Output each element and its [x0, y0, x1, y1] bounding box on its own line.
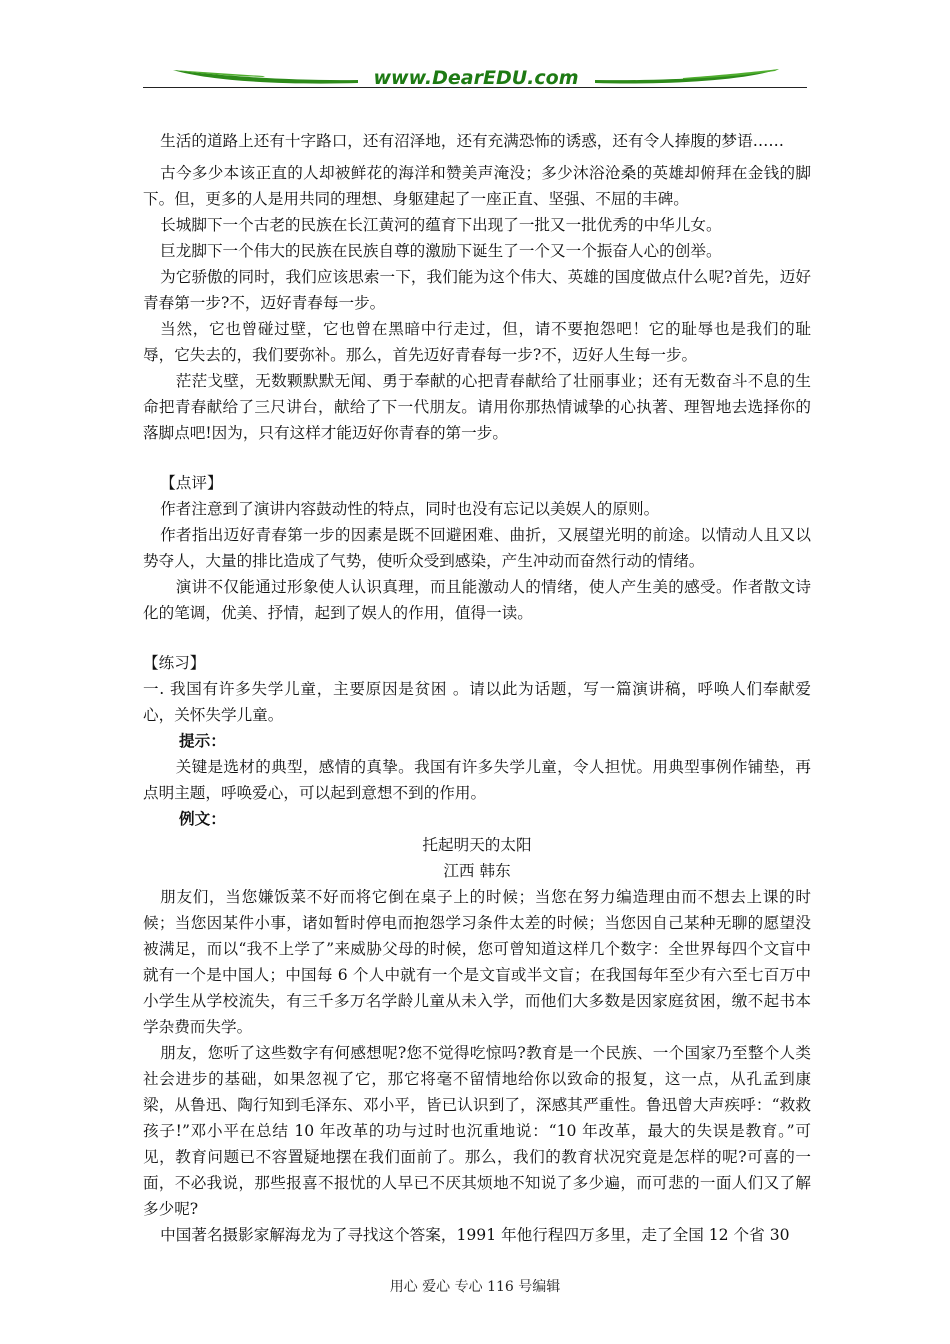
body-paragraph: 茫茫戈壁，无数颗默默无闻、勇于奉献的心把青春献给了壮丽事业；还有无数奋斗不息的生命把青春献给了三尺讲台，献给了下一代朋友。请用你那热情诚挚的心执著、理智地去选择你的落脚点吧!因为，只有这样才能迈好你青春的第一步。	[143, 372, 811, 442]
logo-text: www.DearEDU.com	[373, 67, 579, 89]
example-title: 托起明天的太阳	[422, 836, 532, 854]
comment-paragraph: 演讲不仅能通过形象使人认识真理，而且能激动人的情绪，使人产生美的感受。作者散文诗化的笔调，优美、抒情，起到了娱人的作用，值得一读。	[143, 578, 811, 622]
example-paragraph: 朋友，您听了这些数字有何感想呢?您不觉得吃惊吗?教育是一个民族、一个国家乃至整个人类社会进步的基础，如果忽视了它，那它将毫不留情地给你以致命的报复，这一点，从孔孟到康梁，从鲁迅、陶行知到毛泽东、邓小平，皆已认识到了，深感其严重性。鲁迅曾大声疾呼：“救救孩子!”邓小平在总结 10 年改革的功与过时也沉重地说：“10 年改革，最大的失误是教育。”可见，教育问题已不容置疑地摆在我们面前了。那么，我们的教育状况究竟是怎样的呢?可喜的一面，不必我说，那些报喜不报忧的人早已不厌其烦地不知说了多少遍，而可悲的一面人们又了解多少呢?	[143, 1044, 811, 1218]
comment-paragraph: 作者注意到了演讲内容鼓动性的特点，同时也没有忘记以美娱人的原则。	[160, 500, 660, 518]
body-paragraph: 生活的道路上还有十字路口，还有沼泽地，还有充满恐怖的诱惑，还有令人捧腹的梦语……	[160, 132, 784, 150]
example-paragraph: 中国著名摄影家解海龙为了寻找这个答案，1991 年他行程四万多里，走了全国 12 个省 30	[160, 1226, 790, 1244]
header-rule	[143, 87, 807, 88]
hint-label: 提示：	[179, 731, 226, 750]
exercise-heading: 【练习】	[143, 654, 206, 672]
example-author: 江西 韩东	[443, 862, 511, 880]
exercise-question: 一. 我国有许多失学儿童，主要原因是贫困 。请以此为话题，写一篇演讲稿，呼唤人们奉献爱心，关怀失学儿童。	[143, 680, 811, 724]
body-paragraph: 古今多少本该正直的人却被鲜花的海洋和赞美声淹没；多少沐浴沧桑的英雄却俯拜在金钱的脚下。但，更多的人是用共同的理想、身躯建起了一座正直、坚强、不屈的丰碑。	[143, 164, 811, 208]
document-content	[143, 128, 811, 1248]
comment-paragraph: 作者指出迈好青春第一步的因素是既不回避困难、曲折，又展望光明的前途。以情动人且又以势夺人，大量的排比造成了气势，使听众受到感染，产生冲动而奋然行动的情绪。	[143, 526, 811, 570]
body-paragraph: 巨龙脚下一个伟大的民族在民族自尊的激励下诞生了一个又一个振奋人心的创举。	[160, 242, 722, 260]
hint-text: 关键是选材的典型，感情的真挚。我国有许多失学儿童，令人担忧。用典型事例作铺垫，再点明主题，呼唤爱心，可以起到意想不到的作用。	[143, 758, 811, 802]
page-footer: 用心 爱心 专心 116 号编辑	[389, 1279, 561, 1295]
body-paragraph: 为它骄傲的同时，我们应该思索一下，我们能为这个伟大、英雄的国度做点什么呢?首先，迈好青春第一步?不，迈好青春每一步。	[143, 268, 811, 312]
comment-heading: 【点评】	[160, 474, 223, 492]
body-paragraph: 长城脚下一个古老的民族在长江黄河的蕴育下出现了一批又一批优秀的中华儿女。	[160, 216, 722, 234]
example-paragraph: 朋友们，当您嫌饭菜不好而将它倒在桌子上的时候；当您在努力编造理由而不想去上课的时候；当您因某件小事，诸如暂时停电而抱怨学习条件太差的时候；当您因自己某种无聊的愿望没被满足，而以“我不上学了”来威胁父母的时候，您可曾知道这样几个数字：全世界每四个文盲中就有一个是中国人；中国每 6 个人中就有一个是文盲或半文盲；在我国每年至少有六至七百万中小学生从学校流失，有三千多万名学龄儿童从未入学，而他们大多数是因家庭贫困，缴不起书本学杂费而失学。	[143, 888, 811, 1036]
example-label: 例文：	[179, 809, 226, 828]
body-paragraph: 当然，它也曾碰过壁，它也曾在黑暗中行走过，但，请不要抱怨吧！它的耻辱也是我们的耻辱，它失去的，我们要弥补。那么，首先迈好青春每一步?不，迈好人生每一步。	[143, 320, 811, 364]
